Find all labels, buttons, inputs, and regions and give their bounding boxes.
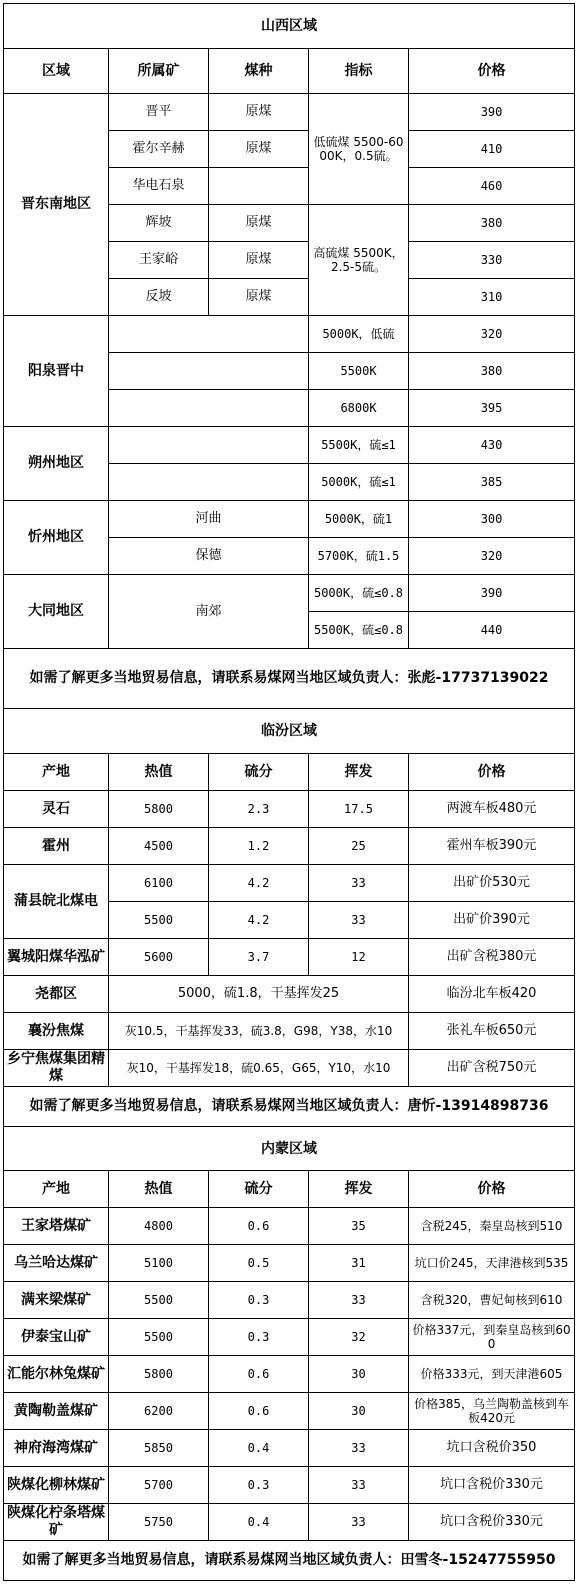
contact-note-linfen: 如需了解更多当地贸易信息，请联系易煤网当地区域负责人：唐忻-13914898736: [4, 1087, 575, 1127]
price-cell: 440: [409, 612, 575, 649]
contact-note-neimeng: 如需了解更多当地贸易信息，请联系易煤网当地区域负责人：田雪冬-15247755950: [4, 1541, 575, 1581]
mine-cell: 王家峪: [109, 242, 209, 279]
origin-cell: 王家塔煤矿: [4, 1208, 109, 1245]
column-header-heat: 热值: [109, 1171, 209, 1208]
origin-cell: 尧都区: [4, 976, 109, 1013]
region-datong: 大同地区: [4, 575, 109, 649]
mine-cell: 保德: [109, 538, 309, 575]
origin-cell: 襄汾焦煤: [4, 1013, 109, 1050]
price-cell: 430: [409, 427, 575, 464]
volatile-cell: 25: [309, 828, 409, 865]
sulfur-cell: 3.7: [209, 939, 309, 976]
price-cell: 320: [409, 538, 575, 575]
empty-cell: [109, 316, 309, 353]
region-yangquan: 阳泉晋中: [4, 316, 109, 427]
sulfur-cell: 0.4: [209, 1504, 309, 1541]
region-jindongnan: 晋东南地区: [4, 94, 109, 316]
volatile-cell: 17.5: [309, 791, 409, 828]
spec-cell: 灰10，干基挥发18，硫0.65，G65，Y10，水10: [109, 1050, 409, 1087]
heat-cell: 4500: [109, 828, 209, 865]
column-header-sulfur: 硫分: [209, 754, 309, 791]
mine-cell: 霍尔辛赫: [109, 131, 209, 168]
volatile-cell: 32: [309, 1319, 409, 1356]
price-cell: 坑口价245，天津港核到535: [409, 1245, 575, 1282]
spec-cell: 5500K: [309, 353, 409, 390]
price-cell: 390: [409, 575, 575, 612]
price-cell: 330: [409, 242, 575, 279]
price-cell: 含税320，曹妃甸核到610: [409, 1282, 575, 1319]
column-header-coal-type: 煤种: [209, 49, 309, 94]
sulfur-cell: 0.3: [209, 1467, 309, 1504]
price-cell: 价格337元，到秦皇岛核到600: [409, 1319, 575, 1356]
origin-cell: 满来梁煤矿: [4, 1282, 109, 1319]
origin-cell: 乡宁焦煤集团精煤: [4, 1050, 109, 1087]
coal-type-cell: 原煤: [209, 94, 309, 131]
spec-low-sulfur: 低硫煤 5500-6000K，0.5硫。: [309, 94, 409, 205]
price-cell: 390: [409, 94, 575, 131]
price-cell: 460: [409, 168, 575, 205]
heat-cell: 6100: [109, 865, 209, 902]
column-header-mine: 所属矿: [109, 49, 209, 94]
section-title-shanxi: 山西区域: [4, 4, 575, 49]
heat-cell: 5850: [109, 1430, 209, 1467]
price-cell: 395: [409, 390, 575, 427]
section-title-linfen: 临汾区域: [4, 709, 575, 754]
sulfur-cell: 0.6: [209, 1208, 309, 1245]
empty-cell: [109, 390, 309, 427]
volatile-cell: 12: [309, 939, 409, 976]
heat-cell: 5600: [109, 939, 209, 976]
volatile-cell: 31: [309, 1245, 409, 1282]
price-cell: 380: [409, 205, 575, 242]
heat-cell: 4800: [109, 1208, 209, 1245]
origin-cell: 蒲县皖北煤电: [4, 865, 109, 939]
sulfur-cell: 4.2: [209, 902, 309, 939]
origin-cell: 乌兰哈达煤矿: [4, 1245, 109, 1282]
sulfur-cell: 0.5: [209, 1245, 309, 1282]
origin-cell: 汇能尔林兔煤矿: [4, 1356, 109, 1393]
empty-cell: [109, 353, 309, 390]
column-header-origin: 产地: [4, 1171, 109, 1208]
sulfur-cell: 0.6: [209, 1393, 309, 1430]
volatile-cell: 33: [309, 1430, 409, 1467]
price-cell: 坑口含税价350: [409, 1430, 575, 1467]
price-cell: 两渡车板480元: [409, 791, 575, 828]
coal-type-cell: 原煤: [209, 205, 309, 242]
column-header-volatile: 挥发: [309, 754, 409, 791]
heat-cell: 6200: [109, 1393, 209, 1430]
volatile-cell: 33: [309, 1504, 409, 1541]
mine-cell: 南郊: [109, 575, 309, 649]
price-cell: 310: [409, 279, 575, 316]
mine-cell: 辉坡: [109, 205, 209, 242]
spec-cell: 5000K，低硫: [309, 316, 409, 353]
origin-cell: 伊泰宝山矿: [4, 1319, 109, 1356]
mine-cell: 河曲: [109, 501, 309, 538]
price-cell: 410: [409, 131, 575, 168]
column-header-sulfur: 硫分: [209, 1171, 309, 1208]
origin-cell: 黄陶勒盖煤矿: [4, 1393, 109, 1430]
section-title-neimeng: 内蒙区域: [4, 1127, 575, 1171]
volatile-cell: 30: [309, 1393, 409, 1430]
heat-cell: 5500: [109, 902, 209, 939]
sulfur-cell: 4.2: [209, 865, 309, 902]
coal-type-cell: [209, 168, 309, 205]
price-cell: 出矿价530元: [409, 865, 575, 902]
mine-cell: 反坡: [109, 279, 209, 316]
volatile-cell: 33: [309, 865, 409, 902]
price-cell: 张礼车板650元: [409, 1013, 575, 1050]
price-cell: 临汾北车板420: [409, 976, 575, 1013]
spec-cell: 灰10.5，干基挥发33，硫3.8，G98，Y38，水10: [109, 1013, 409, 1050]
sulfur-cell: 2.3: [209, 791, 309, 828]
origin-cell: 陕煤化柳林煤矿: [4, 1467, 109, 1504]
sulfur-cell: 1.2: [209, 828, 309, 865]
empty-cell: [109, 427, 309, 464]
price-cell: 出矿价390元: [409, 902, 575, 939]
price-cell: 385: [409, 464, 575, 501]
volatile-cell: 33: [309, 1282, 409, 1319]
spec-cell: 5000K，硫1: [309, 501, 409, 538]
price-cell: 出矿含税750元: [409, 1050, 575, 1087]
heat-cell: 5500: [109, 1319, 209, 1356]
price-cell: 霍州车板390元: [409, 828, 575, 865]
heat-cell: 5700: [109, 1467, 209, 1504]
price-cell: 320: [409, 316, 575, 353]
spec-cell: 5500K，硫≤0.8: [309, 612, 409, 649]
spec-cell: 6800K: [309, 390, 409, 427]
spec-high-sulfur: 高硫煤 5500K，2.5-5硫。: [309, 205, 409, 316]
spec-cell: 5000K，硫≤1: [309, 464, 409, 501]
price-cell: 含税245，秦皇岛核到510: [409, 1208, 575, 1245]
column-header-spec: 指标: [309, 49, 409, 94]
sulfur-cell: 0.4: [209, 1430, 309, 1467]
origin-cell: 陕煤化柠条塔煤矿: [4, 1504, 109, 1541]
region-xinzhou: 忻州地区: [4, 501, 109, 575]
spec-cell: 5000，硫1.8，干基挥发25: [109, 976, 409, 1013]
mine-cell: 晋平: [109, 94, 209, 131]
price-cell: 380: [409, 353, 575, 390]
spec-cell: 5700K，硫1.5: [309, 538, 409, 575]
sulfur-cell: 0.6: [209, 1356, 309, 1393]
volatile-cell: 30: [309, 1356, 409, 1393]
column-header-heat: 热值: [109, 754, 209, 791]
column-header-region: 区域: [4, 49, 109, 94]
price-cell: 坑口含税价330元: [409, 1504, 575, 1541]
origin-cell: 翼城阳煤华泓矿: [4, 939, 109, 976]
origin-cell: 神府海湾煤矿: [4, 1430, 109, 1467]
price-cell: 价格385，乌兰陶勒盖核到车板420元: [409, 1393, 575, 1430]
column-header-price: 价格: [409, 754, 575, 791]
region-shuozhou: 朔州地区: [4, 427, 109, 501]
heat-cell: 5800: [109, 791, 209, 828]
origin-cell: 灵石: [4, 791, 109, 828]
heat-cell: 5100: [109, 1245, 209, 1282]
coal-price-table: [3, 3, 575, 1581]
spec-cell: 5500K，硫≤1: [309, 427, 409, 464]
column-header-origin: 产地: [4, 754, 109, 791]
column-header-price: 价格: [409, 49, 575, 94]
mine-cell: 华电石泉: [109, 168, 209, 205]
contact-note-shanxi: 如需了解更多当地贸易信息，请联系易煤网当地区域负责人：张彪-17737139022: [4, 649, 575, 709]
coal-type-cell: 原煤: [209, 279, 309, 316]
coal-type-cell: 原煤: [209, 242, 309, 279]
empty-cell: [109, 464, 309, 501]
heat-cell: 5750: [109, 1504, 209, 1541]
origin-cell: 霍州: [4, 828, 109, 865]
sulfur-cell: 0.3: [209, 1319, 309, 1356]
coal-type-cell: 原煤: [209, 131, 309, 168]
volatile-cell: 33: [309, 902, 409, 939]
price-cell: 价格333元，到天津港605: [409, 1356, 575, 1393]
volatile-cell: 33: [309, 1467, 409, 1504]
sulfur-cell: 0.3: [209, 1282, 309, 1319]
price-cell: 坑口含税价330元: [409, 1467, 575, 1504]
volatile-cell: 35: [309, 1208, 409, 1245]
heat-cell: 5500: [109, 1282, 209, 1319]
column-header-price: 价格: [409, 1171, 575, 1208]
price-cell: 出矿含税380元: [409, 939, 575, 976]
heat-cell: 5800: [109, 1356, 209, 1393]
price-cell: 300: [409, 501, 575, 538]
column-header-volatile: 挥发: [309, 1171, 409, 1208]
spec-cell: 5000K，硫≤0.8: [309, 575, 409, 612]
